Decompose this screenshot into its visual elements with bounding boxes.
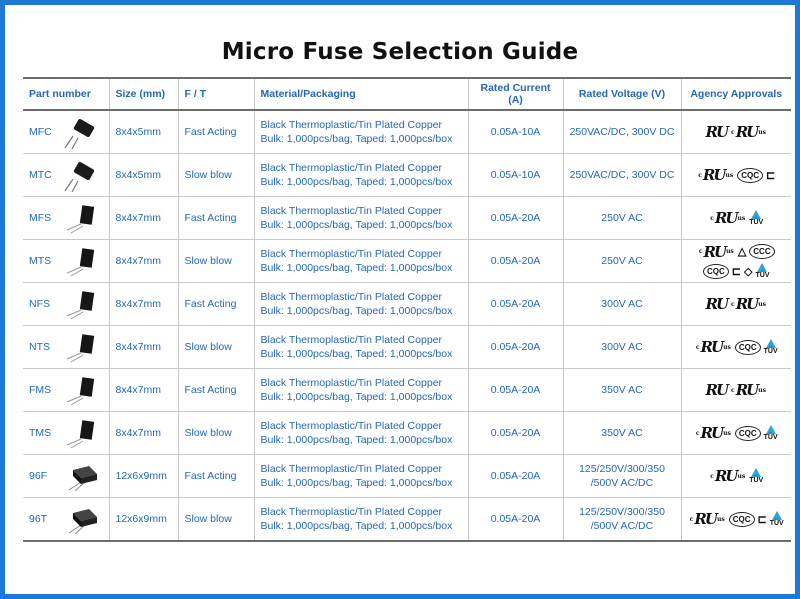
table-row	[23, 197, 791, 240]
cell-agency-approvals	[681, 326, 791, 369]
cell-material	[254, 240, 468, 283]
cell-ft: Slow blow	[178, 412, 254, 455]
cell-rated-current: 0.05A-20A	[468, 326, 563, 369]
cell-agency-approvals	[681, 455, 791, 498]
table-row	[23, 326, 791, 369]
tuv-mark: TÜV	[749, 210, 763, 227]
cell-material	[254, 412, 468, 455]
header-agency-approvals: Agency Approvals	[681, 78, 791, 110]
cell-size: 8x4x7mm	[109, 412, 178, 455]
cell-part-number	[23, 455, 109, 498]
cell-size: 8x4x5mm	[109, 154, 178, 197]
voltage-line: 350V AC	[601, 384, 643, 396]
voltage-line: /500V AC/DC	[590, 477, 654, 489]
voltage-line: 300V AC	[601, 298, 643, 310]
c-ul-us-mark: c RU us	[698, 242, 734, 261]
cell-agency-approvals	[681, 412, 791, 455]
material-line: Bulk: 1,000pcs/bag, Taped: 1,000pcs/box	[260, 262, 453, 274]
cell-ft: Fast Acting	[178, 110, 254, 154]
material-line: Black Thermoplastic/Tin Plated Copper	[260, 506, 442, 518]
ul-recognized-mark: RU	[705, 381, 728, 399]
cell-material	[254, 455, 468, 498]
cell-material	[254, 197, 468, 240]
cell-ft: Fast Acting	[178, 197, 254, 240]
voltage-line: 125/250V/300/350	[579, 463, 665, 475]
material-line: Black Thermoplastic/Tin Plated Copper	[260, 334, 442, 346]
cell-agency-approvals	[681, 369, 791, 412]
kc-mark: ⊏	[731, 265, 742, 278]
cell-size: 12x6x9mm	[109, 498, 178, 542]
c-ul-us-mark: c RU us	[710, 467, 746, 485]
cell-size: 8x4x7mm	[109, 369, 178, 412]
cell-rated-voltage	[563, 240, 681, 283]
c-ul-us-mark: c RU us	[731, 295, 766, 313]
cell-size: 8x4x5mm	[109, 110, 178, 154]
part-number-label: 96T	[29, 513, 48, 525]
square-fuse-icon	[63, 415, 103, 451]
cell-size: 8x4x7mm	[109, 197, 178, 240]
material-line: Black Thermoplastic/Tin Plated Copper	[260, 205, 442, 217]
cell-part-number	[23, 240, 109, 283]
table-row	[23, 283, 791, 326]
large-fuse-icon	[63, 501, 103, 537]
header-rated-voltage: Rated Voltage (V)	[563, 78, 681, 110]
cell-part-number	[23, 110, 109, 154]
cell-agency-approvals	[681, 197, 791, 240]
c-ul-us-mark: c RU us	[695, 338, 731, 356]
voltage-line: 250V AC	[601, 212, 643, 224]
cell-rated-current: 0.05A-20A	[468, 197, 563, 240]
cell-material	[254, 498, 468, 542]
cell-rated-current: 0.05A-10A	[468, 110, 563, 154]
cell-part-number	[23, 498, 109, 542]
cell-size: 8x4x7mm	[109, 326, 178, 369]
c-ul-us-mark: c RU us	[695, 424, 731, 442]
cell-part-number	[23, 197, 109, 240]
cell-rated-current: 0.05A-10A	[468, 154, 563, 197]
cell-rated-current: 0.05A-20A	[468, 498, 563, 542]
cqc-mark: CQC	[703, 264, 729, 279]
cell-part-number	[23, 412, 109, 455]
c-ul-us-mark: c RU us	[698, 166, 734, 184]
radial-fuse-icon	[63, 114, 103, 150]
pse-mark: △	[737, 246, 747, 258]
ul-recognized-mark: RU	[705, 295, 728, 313]
cqc-mark: CQC	[737, 168, 763, 183]
cell-rated-current: 0.05A-20A	[468, 283, 563, 326]
header-size: Size (mm)	[109, 78, 178, 110]
ccc-mark: CCC	[749, 244, 774, 259]
table-row	[23, 110, 791, 154]
cell-agency-approvals	[681, 283, 791, 326]
cell-rated-voltage	[563, 412, 681, 455]
cell-agency-approvals	[681, 110, 791, 154]
table-row	[23, 455, 791, 498]
voltage-line: 300V AC	[601, 341, 643, 353]
material-line: Bulk: 1,000pcs/bag, Taped: 1,000pcs/box	[260, 176, 453, 188]
part-number-label: NFS	[29, 298, 50, 310]
cell-ft: Fast Acting	[178, 455, 254, 498]
cell-material	[254, 369, 468, 412]
tuv-mark: TÜV	[764, 339, 778, 356]
material-line: Black Thermoplastic/Tin Plated Copper	[260, 377, 442, 389]
voltage-line: 350V AC	[601, 427, 643, 439]
c-ul-us-mark: c RU us	[731, 381, 766, 399]
material-line: Bulk: 1,000pcs/bag, Taped: 1,000pcs/box	[260, 219, 453, 231]
voltage-line: 250V AC	[601, 255, 643, 267]
cell-size: 12x6x9mm	[109, 455, 178, 498]
kc-mark: ⊏	[766, 169, 776, 182]
tuv-mark: TÜV	[755, 263, 769, 280]
material-line: Black Thermoplastic/Tin Plated Copper	[260, 119, 442, 131]
material-line: Black Thermoplastic/Tin Plated Copper	[260, 162, 442, 174]
part-number-label: NTS	[29, 341, 50, 353]
cell-ft: Fast Acting	[178, 369, 254, 412]
table-row	[23, 498, 791, 542]
cell-part-number	[23, 283, 109, 326]
cell-rated-voltage	[563, 110, 681, 154]
cell-ft: Slow blow	[178, 498, 254, 542]
square-fuse-icon	[63, 243, 103, 279]
part-number-label: MFS	[29, 212, 52, 224]
cqc-mark: CQC	[735, 340, 761, 355]
cell-size: 8x4x7mm	[109, 240, 178, 283]
table-row	[23, 369, 791, 412]
part-number-label: MTS	[29, 255, 52, 267]
cell-part-number	[23, 326, 109, 369]
cell-material	[254, 154, 468, 197]
cqc-mark: CQC	[729, 512, 755, 527]
cell-rated-current: 0.05A-20A	[468, 369, 563, 412]
cell-rated-voltage	[563, 498, 681, 542]
cell-ft: Fast Acting	[178, 283, 254, 326]
material-line: Bulk: 1,000pcs/bag, Taped: 1,000pcs/box	[260, 133, 453, 145]
material-line: Black Thermoplastic/Tin Plated Copper	[260, 291, 442, 303]
material-line: Bulk: 1,000pcs/bag, Taped: 1,000pcs/box	[260, 348, 453, 360]
material-line: Bulk: 1,000pcs/bag, Taped: 1,000pcs/box	[260, 434, 453, 446]
cell-material	[254, 283, 468, 326]
tuv-mark: TÜV	[764, 425, 778, 442]
header-rated-current: Rated Current (A)	[468, 78, 563, 110]
part-number-label: TMS	[29, 427, 52, 439]
voltage-line: 125/250V/300/350	[579, 506, 665, 518]
cell-rated-voltage	[563, 197, 681, 240]
cell-rated-voltage	[563, 369, 681, 412]
c-ul-us-mark: c RU us	[710, 209, 746, 227]
voltage-line: /500V AC/DC	[590, 520, 654, 532]
cell-rated-voltage	[563, 283, 681, 326]
cell-part-number	[23, 369, 109, 412]
part-number-label: 96F	[29, 470, 48, 482]
cell-rated-voltage	[563, 455, 681, 498]
cell-ft: Slow blow	[178, 326, 254, 369]
material-line: Bulk: 1,000pcs/bag, Taped: 1,000pcs/box	[260, 305, 453, 317]
kc-mark: ⊏	[757, 513, 767, 526]
cqc-mark: CQC	[735, 426, 761, 441]
material-line: Black Thermoplastic/Tin Plated Copper	[260, 463, 442, 475]
tuv-mark: TÜV	[749, 468, 763, 485]
square-fuse-icon	[63, 200, 103, 236]
large-fuse-icon	[63, 458, 103, 494]
cell-ft: Slow blow	[178, 154, 254, 197]
table-header-row	[23, 78, 791, 110]
cell-agency-approvals	[681, 240, 791, 283]
c-ul-us-mark: c RU us	[689, 510, 725, 528]
material-line: Bulk: 1,000pcs/bag, Taped: 1,000pcs/box	[260, 520, 453, 532]
material-line: Black Thermoplastic/Tin Plated Copper	[260, 420, 442, 432]
cell-rated-voltage	[563, 154, 681, 197]
header-material: Material/Packaging	[254, 78, 468, 110]
material-line: Black Thermoplastic/Tin Plated Copper	[260, 248, 442, 260]
voltage-line: 250VAC/DC, 300V DC	[569, 126, 675, 138]
table-row	[23, 154, 791, 197]
fuse-selection-table	[23, 77, 791, 542]
cell-material	[254, 326, 468, 369]
square-fuse-icon	[63, 329, 103, 365]
cell-rated-current: 0.05A-20A	[468, 240, 563, 283]
material-line: Bulk: 1,000pcs/bag, Taped: 1,000pcs/box	[260, 477, 453, 489]
cell-size: 8x4x7mm	[109, 283, 178, 326]
cell-material	[254, 110, 468, 154]
radial-fuse-icon	[63, 157, 103, 193]
c-ul-us-mark: c RU us	[731, 123, 766, 141]
voltage-line: 250VAC/DC, 300V DC	[569, 169, 675, 181]
cell-part-number	[23, 154, 109, 197]
square-fuse-icon	[63, 286, 103, 322]
cell-rated-voltage	[563, 326, 681, 369]
cell-rated-current: 0.05A-20A	[468, 455, 563, 498]
header-part-number: Part number	[23, 78, 109, 110]
material-line: Bulk: 1,000pcs/bag, Taped: 1,000pcs/box	[260, 391, 453, 403]
table-row	[23, 240, 791, 283]
square-fuse-icon	[63, 372, 103, 408]
diamond-pse-mark: ◇	[744, 265, 753, 278]
cell-agency-approvals	[681, 154, 791, 197]
tuv-mark: TÜV	[770, 511, 784, 528]
ul-recognized-mark: RU	[705, 123, 728, 141]
part-number-label: FMS	[29, 384, 52, 396]
cell-rated-current: 0.05A-20A	[468, 412, 563, 455]
table-row	[23, 412, 791, 455]
page-title: Micro Fuse Selection Guide	[221, 39, 579, 65]
cell-agency-approvals	[681, 498, 791, 542]
cell-ft: Slow blow	[178, 240, 254, 283]
part-number-label: MFC	[29, 126, 52, 138]
part-number-label: MTC	[29, 169, 52, 181]
header-ft: F / T	[178, 78, 254, 110]
